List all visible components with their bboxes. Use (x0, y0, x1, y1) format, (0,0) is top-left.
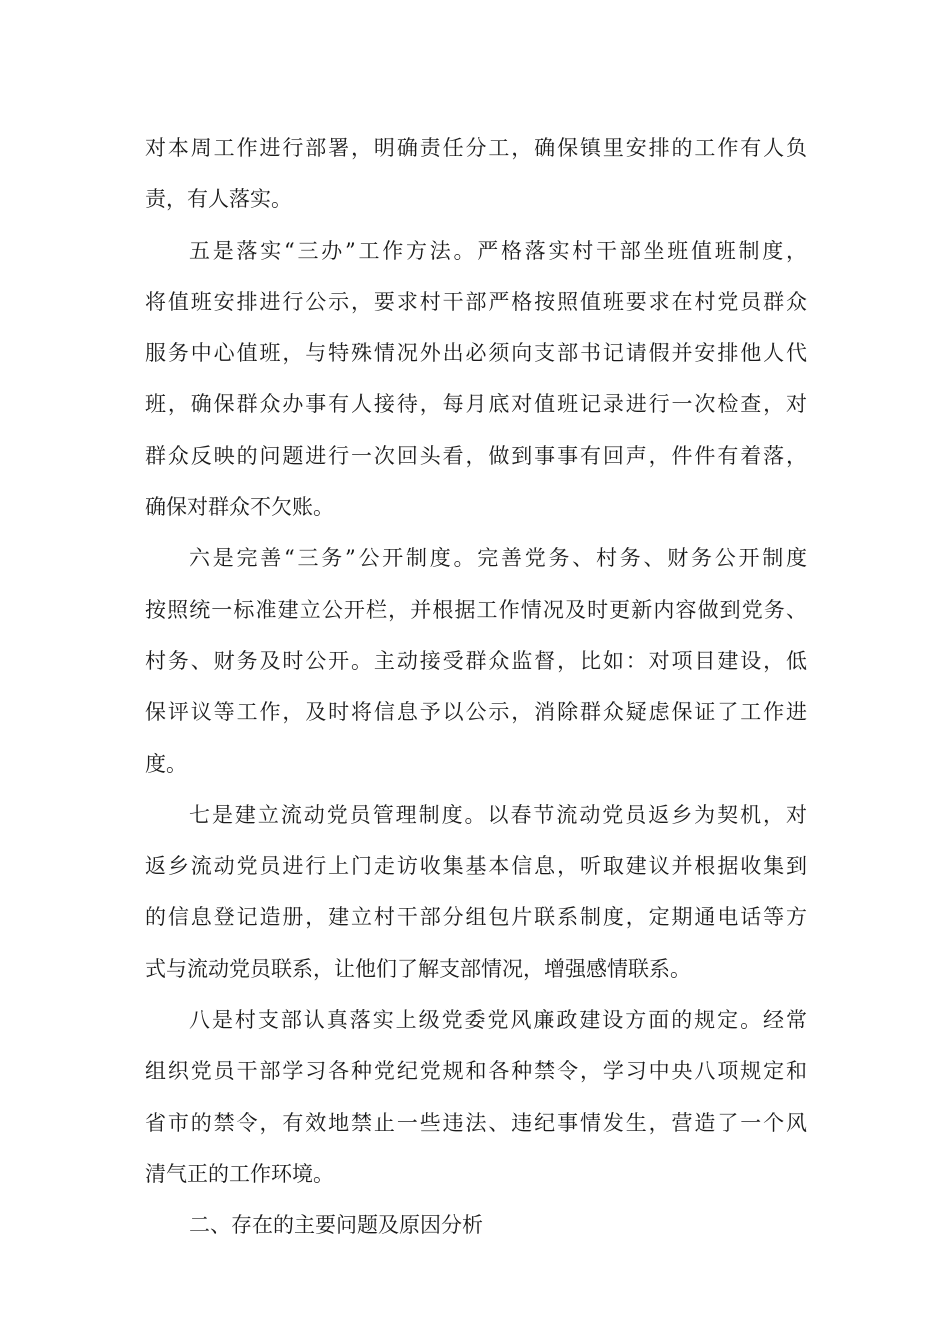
section-heading: 二、存在的主要问题及原因分析 (189, 1213, 483, 1238)
paragraph-line: 清气正的工作环境。 (145, 1161, 334, 1186)
paragraph-line: 的信息登记造册，建立村干部分组包片联系制度，定期通电话等方 (145, 905, 807, 930)
paragraph-first-line: 八是村支部认真落实上级党委党风廉政建设方面的规定。经常 (189, 1008, 807, 1033)
paragraph-line: 班，确保群众办事有人接待，每月底对值班记录进行一次检查，对 (145, 392, 807, 417)
paragraph-line: 确保对群众不欠账。 (145, 495, 334, 520)
document-body (145, 123, 807, 1252)
paragraph-first-line: 七是建立流动党员管理制度。以春节流动党员返乡为契机，对 (189, 802, 807, 827)
paragraph-line: 责，有人落实。 (145, 187, 292, 212)
paragraph-line: 按照统一标准建立公开栏，并根据工作情况及时更新内容做到党务、 (145, 597, 807, 622)
paragraph-line: 式与流动党员联系，让他们了解支部情况，增强感情联系。 (145, 956, 691, 981)
paragraph-line: 返乡流动党员进行上门走访收集基本信息，听取建议并根据收集到 (145, 854, 807, 879)
paragraph-first-line: 五是落实“三办”工作方法。严格落实村干部坐班值班制度， (189, 238, 807, 263)
paragraph-line: 组织党员干部学习各种党纪党规和各种禁令，学习中央八项规定和 (145, 1059, 807, 1084)
paragraph-line: 对本周工作进行部署，明确责任分工，确保镇里安排的工作有人负 (145, 136, 807, 160)
paragraph-line: 省市的禁令，有效地禁止一些违法、违纪事情发生，营造了一个风 (145, 1110, 807, 1135)
paragraph-line: 度。 (145, 751, 187, 776)
paragraph-first-line: 六是完善“三务”公开制度。完善党务、村务、财务公开制度 (189, 546, 807, 571)
paragraph-line: 村务、财务及时公开。主动接受群众监督，比如：对项目建设，低 (145, 648, 807, 673)
paragraph-line: 保评议等工作，及时将信息予以公示，消除群众疑虑保证了工作进 (145, 700, 807, 725)
paragraph-line: 服务中心值班，与特殊情况外出必须向支部书记请假并安排他人代 (145, 341, 807, 366)
paragraph-line: 群众反映的问题进行一次回头看，做到事事有回声，件件有着落， (145, 443, 807, 468)
paragraph-line: 将值班安排进行公示，要求村干部严格按照值班要求在村党员群众 (145, 289, 807, 314)
